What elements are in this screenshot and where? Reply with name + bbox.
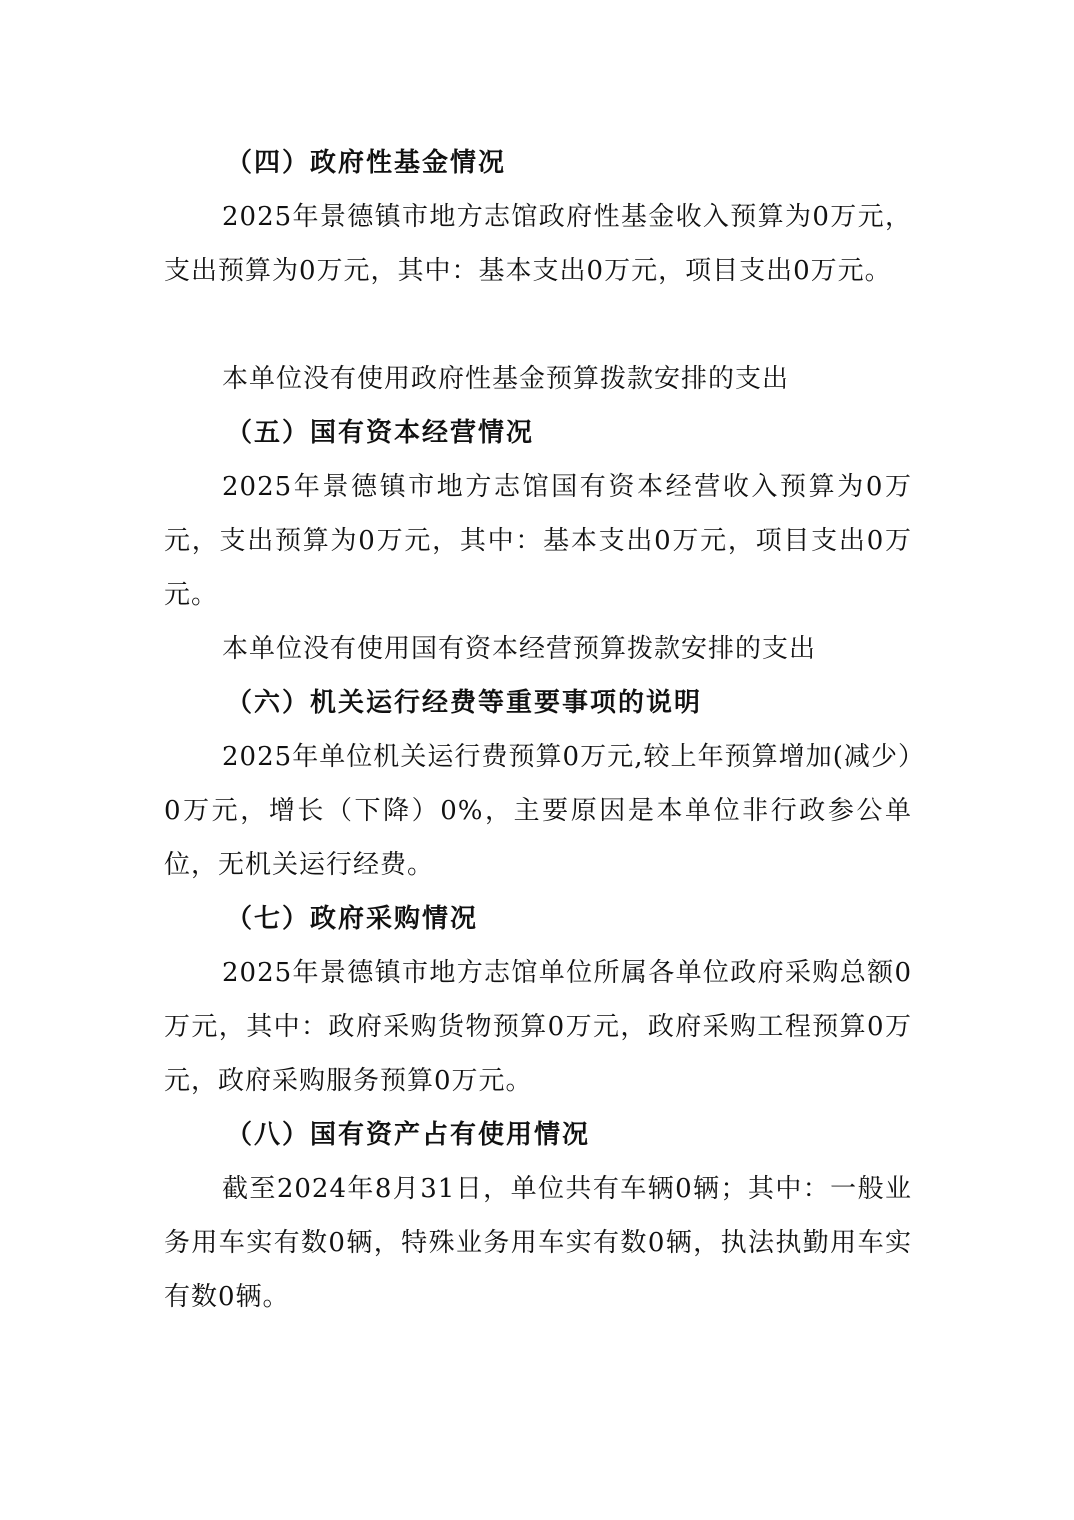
section-heading-7: （七）政府采购情况: [226, 904, 479, 934]
section-heading-4: （四）政府性基金情况: [226, 148, 507, 178]
section-7-paragraph-1: 2025年景德镇市地方志馆单位所属各单位政府采购总额0万元，其中：政府采购货物预算0万元，政府采购工程预算0万元，政府采购服务预算0万元。: [164, 958, 912, 1096]
section-heading-5: （五）国有资本经营情况: [226, 418, 535, 448]
section-heading-8: （八）国有资产占有使用情况: [226, 1120, 591, 1150]
section-heading-6: （六）机关运行经费等重要事项的说明: [226, 688, 703, 718]
section-5-paragraph-1: 2025年景德镇市地方志馆国有资本经营收入预算为0万元，支出预算为0万元，其中：基本支出0万元，项目支出0万元。: [164, 472, 912, 610]
section-5-paragraph-2: 本单位没有使用国有资本经营预算拨款安排的支出: [222, 634, 817, 664]
section-8-paragraph-1: 截至2024年8月31日，单位共有车辆0辆；其中：一般业务用车实有数0辆，特殊业务用车实有数0辆，执法执勤用车实有数0辆。: [164, 1174, 912, 1312]
section-4-paragraph-1: 2025年景德镇市地方志馆政府性基金收入预算为0万元，支出预算为0万元，其中：基本支出0万元，项目支出0万元。: [164, 202, 912, 286]
section-4-paragraph-2: 本单位没有使用政府性基金预算拨款安排的支出: [222, 364, 790, 394]
section-6-paragraph-1: 2025年单位机关运行费预算0万元,较上年预算增加(减少）0万元，增长（下降）0%，主要原因是本单位非行政参公单位，无机关运行经费。: [164, 742, 912, 880]
